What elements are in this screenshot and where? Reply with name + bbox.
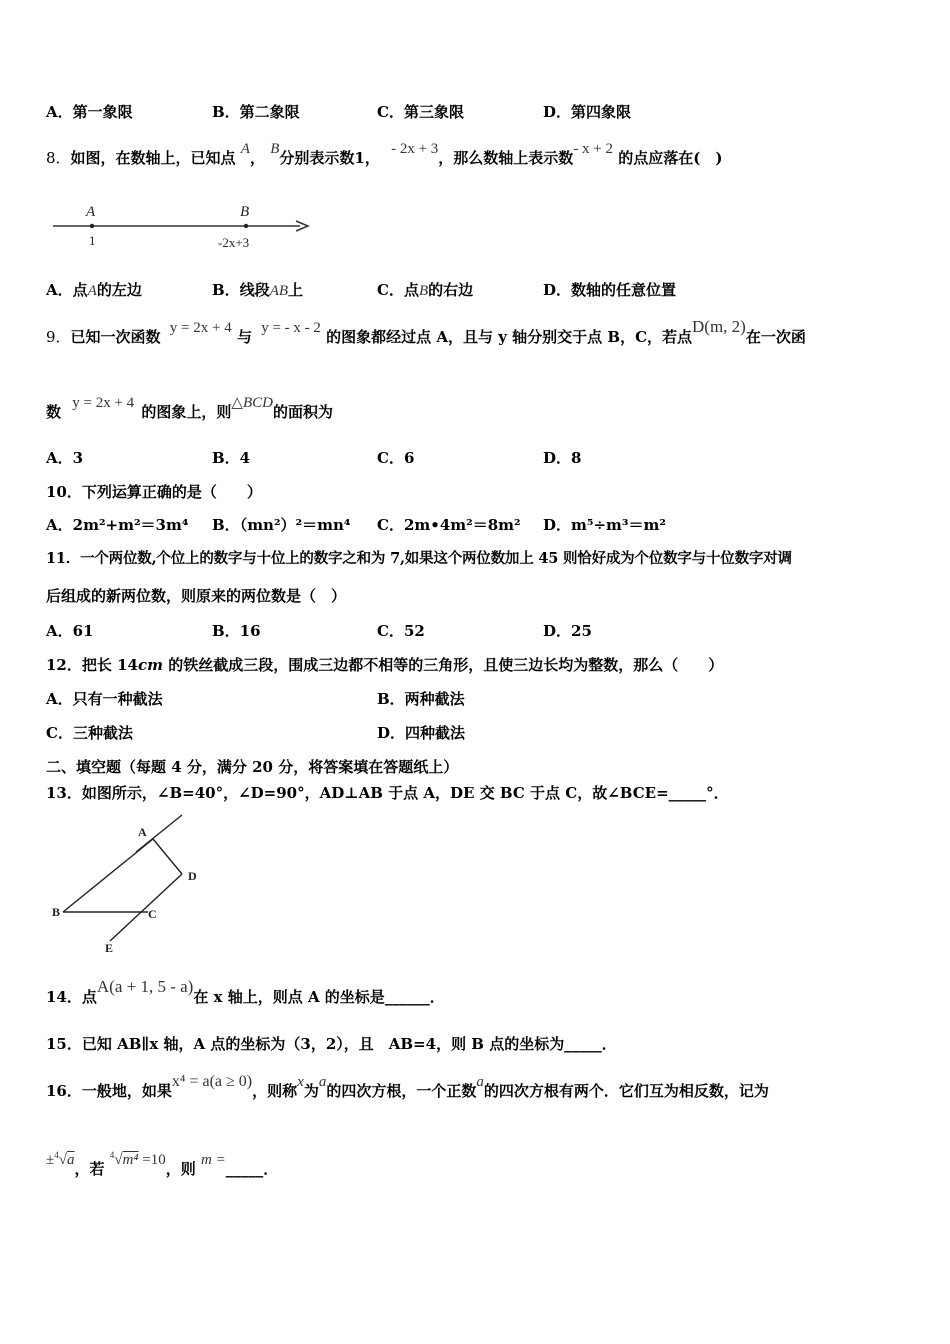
q14-number: 14．点 [46,988,97,1006]
q9-text-2: 与 [236,328,252,346]
q16-text-1: 16．一般地，如果 [46,1082,172,1100]
q9-stem-line-1 [46,317,806,348]
q7-option-b: B．第二象限 [212,103,300,121]
q16-text-7: ，则 [165,1160,196,1178]
q15-stem: 15．已知 AB∥x 轴，A 点的坐标为（3，2），且 AB=4，则 B 点的坐标为_____． [46,1035,617,1053]
figure-label-a: A [138,825,147,839]
figure-label-e: E [105,941,114,955]
q10-option-b-letter: B． [212,516,240,534]
q9-text-1: 已知一次函数 [70,328,161,346]
q9-number: 9． [46,328,71,346]
q12-stem-post: 的铁丝截成三段，围成三边都不相等的三角形，且使三边长均为整数，那么（ ） [163,656,724,674]
figure-label-b: B [240,204,250,220]
q8-text-3: ，那么数轴上表示数 [438,149,574,167]
q9-option-a: A．3 [46,449,84,467]
q16-root-1-radicand: a [66,1152,75,1168]
q16-text-5: 的四次方根有两个．它们互为相反数，记为 [483,1082,769,1100]
q8-option-b-post: 上 [288,281,304,299]
figure-label-a: A [86,204,96,220]
q8-option-c-letter: C． [377,281,404,299]
q9-function-3: y = 2x + 4 [72,395,135,411]
q10-option-d [543,515,666,535]
q12-option-b: B．两种截法 [377,690,465,708]
q16-text-3: 为 [303,1082,319,1100]
q8-number-line-figure [50,198,320,258]
q9-function-1: y = 2x + 4 [169,320,232,336]
q8-expression-2: - x + 2 [573,141,614,157]
q8-option-b-var: AB [269,283,289,299]
q10-option-b-text: （mn²）²＝mn⁴ [239,516,351,534]
figure-tick-1: 1 [89,233,96,248]
figure-label-d: D [188,869,197,883]
q8-option-a-post: 的左边 [96,281,142,299]
point-b-dot [244,224,248,228]
q9-text-4: 在一次函 [745,328,806,346]
q7-option-a: A．第一象限 [46,103,133,121]
point-a-dot [90,224,94,228]
q8-option-b [212,280,303,301]
q10-option-a [46,515,188,535]
q9-text-7: 的面积为 [272,403,333,421]
section-2-title: 二、填空题（每题 4 分，满分 20 分，将答案填在答题纸上） [46,758,459,776]
q8-text-2: 分别表示数1， [279,149,380,167]
q8-number: 8． [46,149,71,167]
q10-option-d-text: m⁵÷m³＝m² [571,516,666,534]
q8-comma: ， [249,149,265,167]
figure-label-b: B [52,905,61,919]
q8-option-b-letter: B． [212,281,240,299]
figure-label-c: C [148,907,157,921]
q9-text-6: 的图象上，则 [141,403,232,421]
q10-option-b [212,515,350,535]
q11-option-b: B．16 [212,622,261,640]
q16-stem-line-2 [46,1150,279,1180]
q10-option-c-text: 2m•4m²＝8m² [403,516,521,534]
q9-stem-line-2 [46,395,333,423]
q8-option-a [46,280,142,301]
q12-option-a: A．只有一种截法 [46,690,163,708]
q8-option-c-var: B [418,283,429,299]
q9-triangle: △BCD [231,395,273,411]
radical-icon: √ [58,1152,67,1168]
q11-option-c: C．52 [377,622,425,640]
q16-root-2-index: 4 [109,1150,115,1160]
q8-point-b: B [270,141,280,157]
q8-expression-1: - 2x + 3 [391,141,439,157]
q10-option-a-text: 2m²+m²＝3m⁴ [72,516,189,534]
q14-text: 在 x 轴上，则点 A 的坐标是______． [193,988,445,1006]
q8-option-d-letter: D． [543,281,572,299]
q9-option-d: D．8 [543,449,582,467]
q16-root-1-index: 4 [54,1150,59,1160]
q16-plus-minus: ± [46,1152,55,1168]
q12-stem-pre: 12．把长 14 [46,656,138,674]
q11-option-d: D．25 [543,622,592,640]
radical-icon: √ [114,1152,123,1168]
q9-function-2: y = - x - 2 [261,320,321,336]
q16-formula: x⁴ = a(a ≥ 0) [171,1073,253,1090]
q8-text-4: 的点应落在( ) [618,149,723,167]
q9-point-d: D(m, 2) [692,317,746,336]
q8-option-a-var: A [87,283,97,299]
q8-option-c-pre: 点 [403,281,419,299]
q9-option-c: C．6 [377,449,415,467]
q16-root-2-radicand: m⁴ [122,1152,139,1168]
q16-var-x: x [297,1074,304,1090]
segment-ad [153,839,182,874]
q16-root-1 [46,1152,74,1168]
q10-option-d-letter: D． [543,516,572,534]
q8-option-b-pre: 线段 [239,281,270,299]
q10-option-a-letter: A． [46,516,73,534]
q9-option-b: B．4 [212,449,251,467]
q9-text-5: 数 [46,403,62,421]
q8-option-c [377,280,473,301]
q8-point-a: A [240,141,250,157]
q16-blank: _____． [225,1160,279,1178]
q16-root-2 [110,1152,166,1168]
q16-text-4: 的四次方根，一个正数 [326,1082,477,1100]
q13-geometry-figure [48,812,218,962]
q14-point: A(a + 1, 5 - a) [96,977,194,996]
q12-stem [46,655,723,675]
q12-option-d: D．四种截法 [377,724,466,742]
q16-text-6: ，若 [74,1160,105,1178]
q13-stem: 13．如图所示，∠B=40°，∠D=90°，AD⊥AB 于点 A，DE 交 BC 于点 C，故∠BCE=_____°． [46,784,729,802]
segment-de [110,874,182,941]
q11-stem-line-1: 11．一个两位数,个位上的数字与十位上的数字之和为 7,如果这个两位数加上 45 则恰好成为个位数字与十位数字对调 [46,550,792,567]
q16-text-2: ，则称 [252,1082,298,1100]
q7-option-d: D．第四象限 [543,103,632,121]
q11-option-a: A．61 [46,622,94,640]
q10-option-c [377,515,521,535]
q8-option-d [543,280,676,300]
q8-option-a-letter: A． [46,281,73,299]
q10-stem: 10．下列运算正确的是（ ） [46,483,262,501]
q8-option-d-pre: 数轴的任意位置 [571,281,677,299]
q16-stem-line-1 [46,1073,769,1102]
figure-tick-2: -2x+3 [218,235,250,250]
q8-option-a-pre: 点 [72,281,88,299]
q11-stem-line-2: 后组成的新两位数，则原来的两位数是（ ） [46,587,347,605]
q8-text-1: 如图，在数轴上，已知点 [70,149,236,167]
q16-root-2-equals: =10 [138,1152,166,1168]
q12-option-c: C．三种截法 [46,724,133,742]
q8-stem [46,141,723,169]
q16-var-a2: a [476,1074,484,1090]
q16-var-a: a [318,1074,327,1090]
q14-stem [46,977,445,1007]
q10-option-c-letter: C． [377,516,404,534]
q7-option-c: C．第三象限 [377,103,464,121]
q12-unit: cm [137,656,163,674]
q9-text-3: 的图象都经过点 A，且与 y 轴分别交于点 B，C，若点 [326,328,693,346]
q8-option-c-post: 的右边 [428,281,474,299]
q16-var-m: m = [200,1152,226,1168]
